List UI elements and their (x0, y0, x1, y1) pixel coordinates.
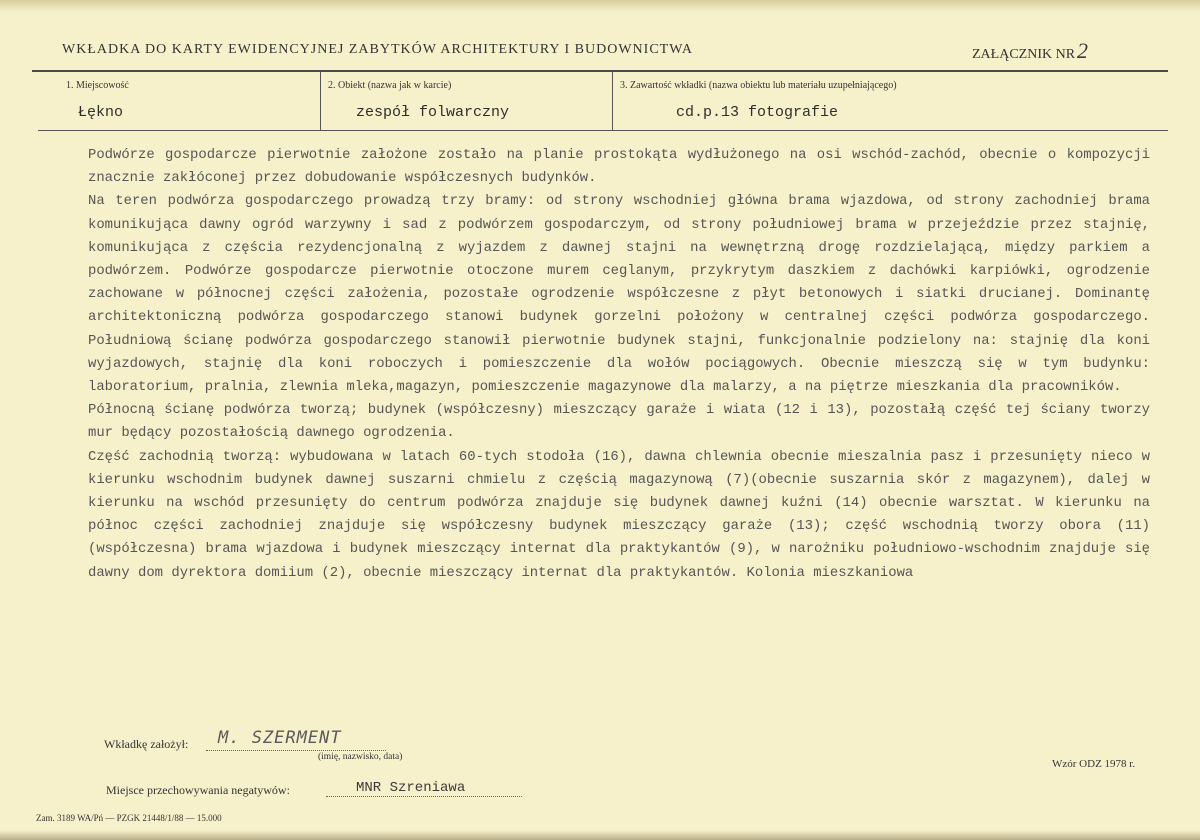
paper-edge-top (0, 0, 1200, 12)
storage-label: Miejsce przechowywania negatywów: (106, 783, 290, 797)
fields-rule (38, 130, 1168, 131)
description-paragraph-4: Część zachodnią tworzą: wybudowana w latach 60-tych stodoła (16), dawna chlewnia obecnie mieszalnia pasz i przesunięty nieco w kierunku wschodnim budynek dawnej suszarni chmielu z częścią magazynową (7)(obecnie suszarnia skór z magazynem), dalej w kierunku na wschód przesunięty do centrum podwórza znajduje się budynek dawnej kuźni (14) obecnie warsztat. W kierunku na północ części zachodniej znajduje się współczesny budynek mieszczący garaże (13); część wschodnią tworzy obora (11) (współczesna) brama wjazdowa i budynek mieszczący internat dla praktykantów (9), w narożniku południowo-wschodnim znajduje się dawny dom dyrektora domiium (2), obecnie mieszczący internat dla praktykantów. Kolonia mieszkaniowa (88, 448, 1150, 581)
signature-line (206, 750, 386, 751)
storage-line (326, 796, 522, 797)
form-title: WKŁADKA DO KARTY EWIDENCYJNEJ ZABYTKÓW ARCHITEKTURY I BUDOWNICTWA (62, 42, 693, 57)
field-divider-2 (612, 72, 613, 130)
contents-value: cd.p.13 fotografie (676, 104, 839, 121)
object-label: 2. Obiekt (nazwa jak w karcie) (328, 80, 452, 91)
form-model-note: Wzór ODZ 1978 r. (1052, 758, 1136, 770)
contents-label: 3. Zawartość wkładki (nazwa obiektu lub materiału uzupełniającego) (620, 80, 897, 91)
annex-number: 2 (1077, 38, 1089, 63)
description-paragraph-3: Północną ścianę podwórza tworzą; budynek (współczesny) mieszczący garaże i wiata (12 i 13), pozostałą część tej ściany tworzy mur będący pozostałością dawnego ogrodzenia. (88, 402, 1150, 442)
print-footer: Zam. 3189 WA/Pń — PZGK 21448/1/88 — 15.000 (36, 813, 222, 823)
object-value: zespół folwarczny (356, 104, 510, 121)
storage-value: MNR Szreniawa (356, 780, 466, 796)
signature-handwritten: M. SZERMENT (218, 728, 342, 748)
field-divider-1 (320, 72, 321, 130)
description-paragraph-1: Podwórze gospodarcze pierwotnie założone zostało na planie prostokąta wydłużonego na osi wschód-zachód, obecnie o kompozycji znacznie zakłóconej przez dobudowanie współczesnych budynków. (88, 147, 1150, 187)
description-text (88, 144, 1150, 585)
signature-label: Wkładkę założył: (104, 737, 189, 751)
header-rule (32, 70, 1168, 72)
locality-value: Łękno (78, 104, 124, 121)
paper-edge-bottom (0, 830, 1200, 840)
annex-label (972, 38, 1088, 64)
description-paragraph-2: Na teren podwórza gospodarczego prowadzą trzy bramy: od strony wschodniej główna brama wjazdowa, od strony zachodniej brama komunikująca dawny ogród warzywny i sad z podwórzem gospodarczym, od strony południowej brama w przejeździe przez stajnię, komunikująca z częścia rezydencjonalną z wyjazdem z dawnej stajni na wewnętrzną drogę rozdzielającą, między parkiem a podwórzem. Podwórze gospodarcze pierwotnie otoczone murem ceglanym, przykrytym daszkiem z dachówki karpiówki, ogrodzenie zachowane w północnej części założenia, pozostałe ogrodzenie współczesne z płyt betonowych i siatki drucianej. Dominantę architektoniczną podwórza gospodarczego stanowi budynek gorzelni położony w centralnej części podwórza gospodarczego. Południową ścianę podwórza gospodarczego stanowił pierwotnie budynek stajni, funkcjonalnie podzielony na: stajnię dla koni wyjazdowych, stajnię dla koni roboczych i pomieszczenie dla wołów pociągowych. Obecnie mieszczą się w tym budynku: laboratorium, pralnia, zlewnia mleka,magazyn, pomieszczenie magazynowe dla malarzy, a na piętrze mieszkania dla pracowników. (88, 193, 1150, 396)
signature-caption: (imię, nazwisko, data) (318, 752, 403, 762)
locality-label: 1. Miejscowość (66, 80, 129, 91)
annex-label-text: ZAŁĄCZNIK NR (972, 47, 1076, 62)
